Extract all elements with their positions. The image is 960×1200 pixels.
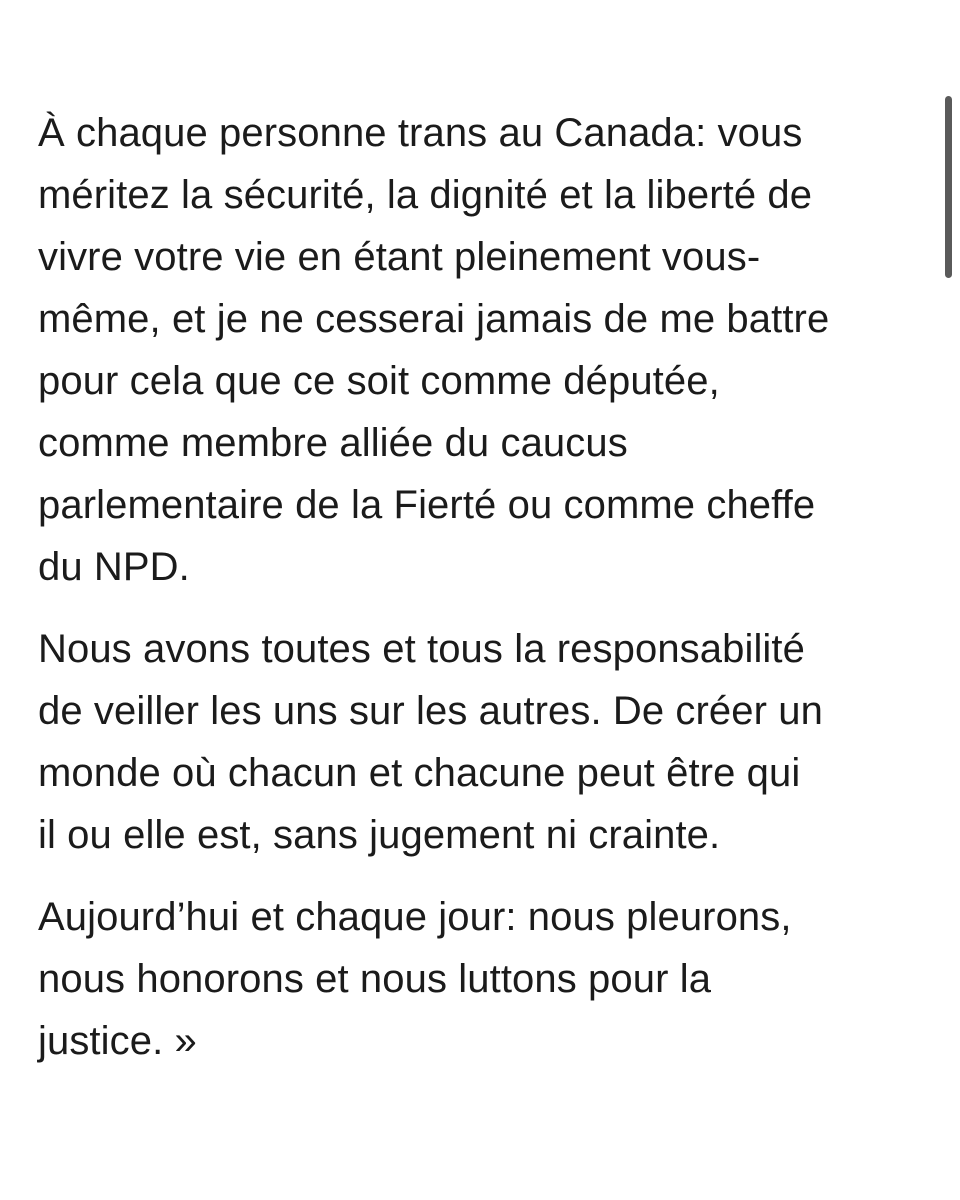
paragraph-line: nous honorons et nous luttons pour la [38, 957, 712, 1001]
paragraph-line: il ou elle est, sans jugement ni crainte. [38, 813, 721, 857]
paragraph-line: monde où chacun et chacune peut être qui [38, 751, 801, 795]
paragraph-line: pour cela que ce soit comme députée, [38, 359, 720, 403]
paragraph-line: même, et je ne cesserai jamais de me battre [38, 297, 830, 341]
paragraph-line: parlementaire de la Fierté ou comme cheffe [38, 483, 816, 527]
paragraph-line: À chaque personne trans au Canada: vous [38, 111, 803, 155]
paragraph-line: du NPD. [38, 545, 190, 589]
paragraph-line: méritez la sécurité, la dignité et la liberté de [38, 173, 813, 217]
article-body [38, 102, 928, 1092]
paragraph-line: vivre votre vie en étant pleinement vous- [38, 235, 761, 279]
paragraph-line: comme membre alliée du caucus [38, 421, 628, 465]
paragraph-1 [38, 102, 928, 598]
paragraph-line: Nous avons toutes et tous la responsabilité [38, 627, 805, 671]
paragraph-2 [38, 618, 928, 866]
paragraph-3 [38, 886, 928, 1072]
paragraph-line: de veiller les uns sur les autres. De créer un [38, 689, 823, 733]
paragraph-line: Aujourd’hui et chaque jour: nous pleurons, [38, 895, 792, 939]
paragraph-line: justice. » [38, 1019, 197, 1063]
scrollbar-thumb[interactable] [945, 96, 952, 278]
